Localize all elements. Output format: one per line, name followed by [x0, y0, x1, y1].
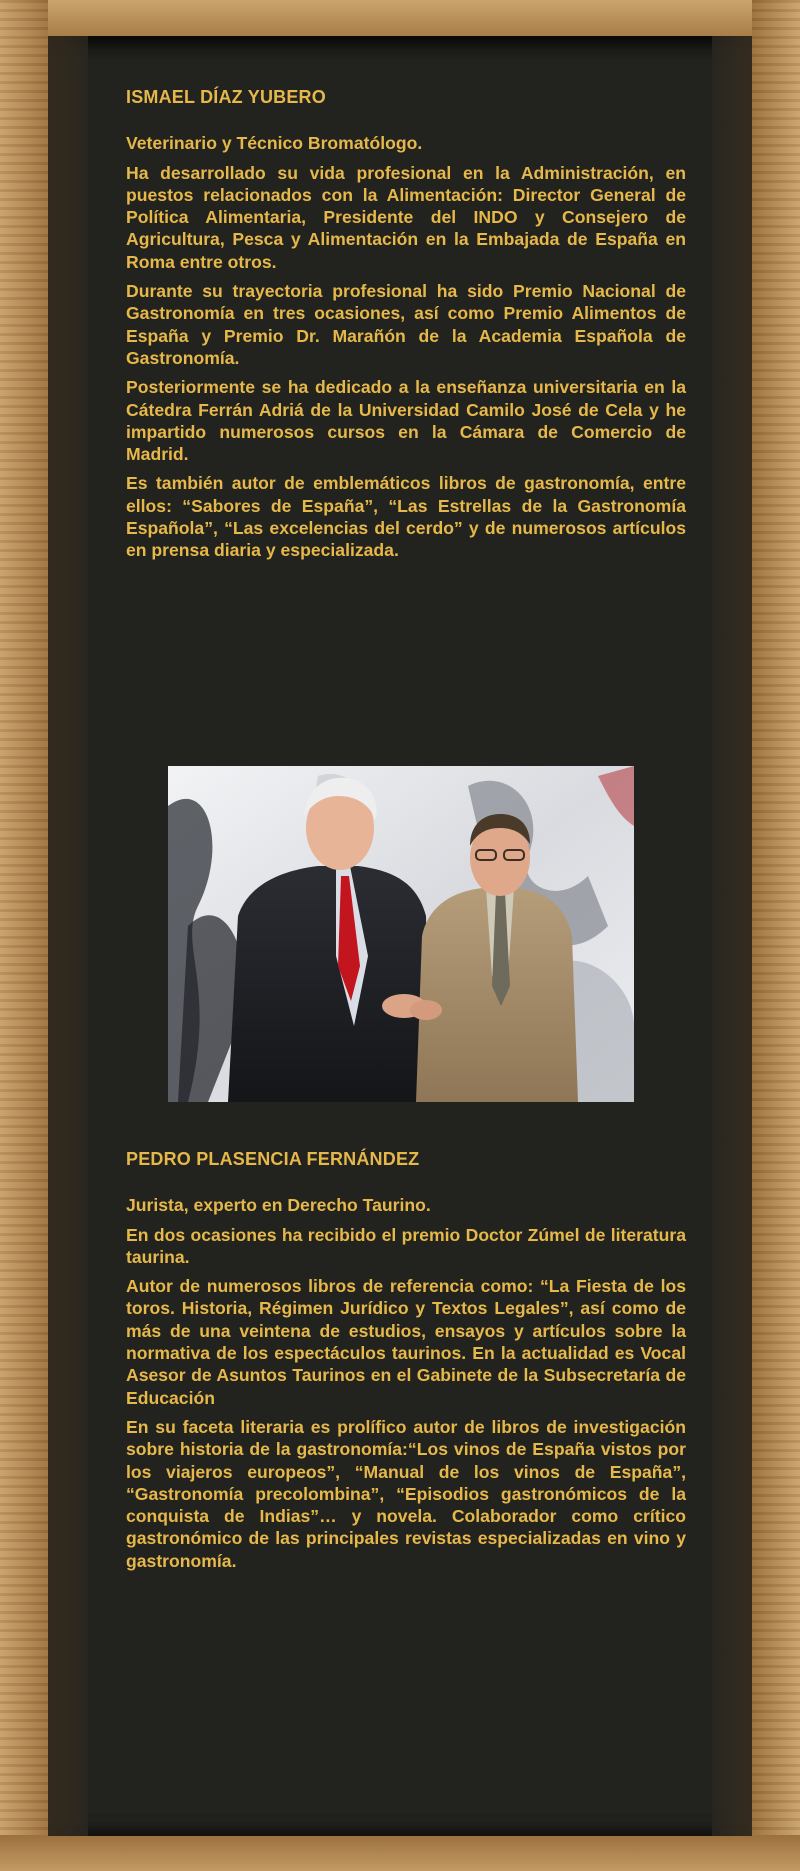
bio-paragraph: Posteriormente se ha dedicado a la enseñanza universitaria en la Cátedra Ferrán Adriá de la Universidad Camilo José de Cela y he impartido numerosos cursos en la Cámara de Comercio de Madrid.: [126, 377, 686, 465]
bio-paragraph: Durante su trayectoria profesional ha sido Premio Nacional de Gastronomía en tres ocasiones, así como Premio Alimentos de España y Premio Dr. Marañón de la Academia Española de Gastronomía.: [126, 281, 686, 368]
bio-paragraph: Autor de numerosos libros de referencia como: “La Fiesta de los toros. Historia, Régimen Jurídico y Textos Legales”, así como de más de una veintena de estudios, ensayos y artículos sobre la normativa de los espectáculos taurinos. En la actualidad es Vocal Asesor de Asuntos Taurinos en el Gabinete de la Subsecretaría de Educación: [126, 1276, 686, 1408]
frame-bottom-edge: [0, 1835, 800, 1871]
author-name-2: PEDRO PLASENCIA FERNÁNDEZ: [126, 1149, 420, 1169]
inner-shadow-right: [712, 36, 752, 1836]
inner-shadow-left: [48, 36, 88, 1836]
bio-paragraph: Ha desarrollado su vida profesional en la Administración, en puestos relacionados con la Alimentación: Director General de Política Alimentaria, Presidente del INDO y Consejero de Agricultura, Pesca y Alimentación en la Embajada de España en Roma entre otros.: [126, 162, 686, 272]
authors-photo: [168, 766, 634, 1102]
frame-right-edge: [752, 0, 800, 1871]
bio-paragraph: En su faceta literaria es prolífico autor de libros de investigación sobre historia de la gastronomía:“Los vinos de España vistos por los viajeros europeos”, “Manual de los vinos de España”, “Gastronomía precolombina”, “Episodios gastronómicos de la conquista de Indias”… y novela. Colaborador como crítico gastronómico de las principales revistas especializadas en vino y gastronomía.: [126, 1416, 686, 1571]
bio-section-1: [126, 86, 686, 569]
frame-left-edge: [0, 0, 48, 1871]
bio-paragraph: Jurista, experto en Derecho Taurino.: [126, 1195, 431, 1216]
frame-top-edge: [0, 0, 800, 40]
author-name-1: ISMAEL DÍAZ YUBERO: [126, 87, 326, 107]
bio-paragraph: Es también autor de emblemáticos libros de gastronomía, entre ellos: “Sabores de España”, “Las Estrellas de la Gastronomía Española”, “Las excelencias del cerdo” y de numerosos artículos en prensa diaria y especializada.: [126, 473, 686, 561]
bio-section-2: [126, 1148, 686, 1579]
bio-paragraph: Veterinario y Técnico Bromatólogo.: [126, 133, 423, 154]
bio-paragraph: En dos ocasiones ha recibido el premio Doctor Zúmel de literatura taurina.: [126, 1224, 686, 1267]
